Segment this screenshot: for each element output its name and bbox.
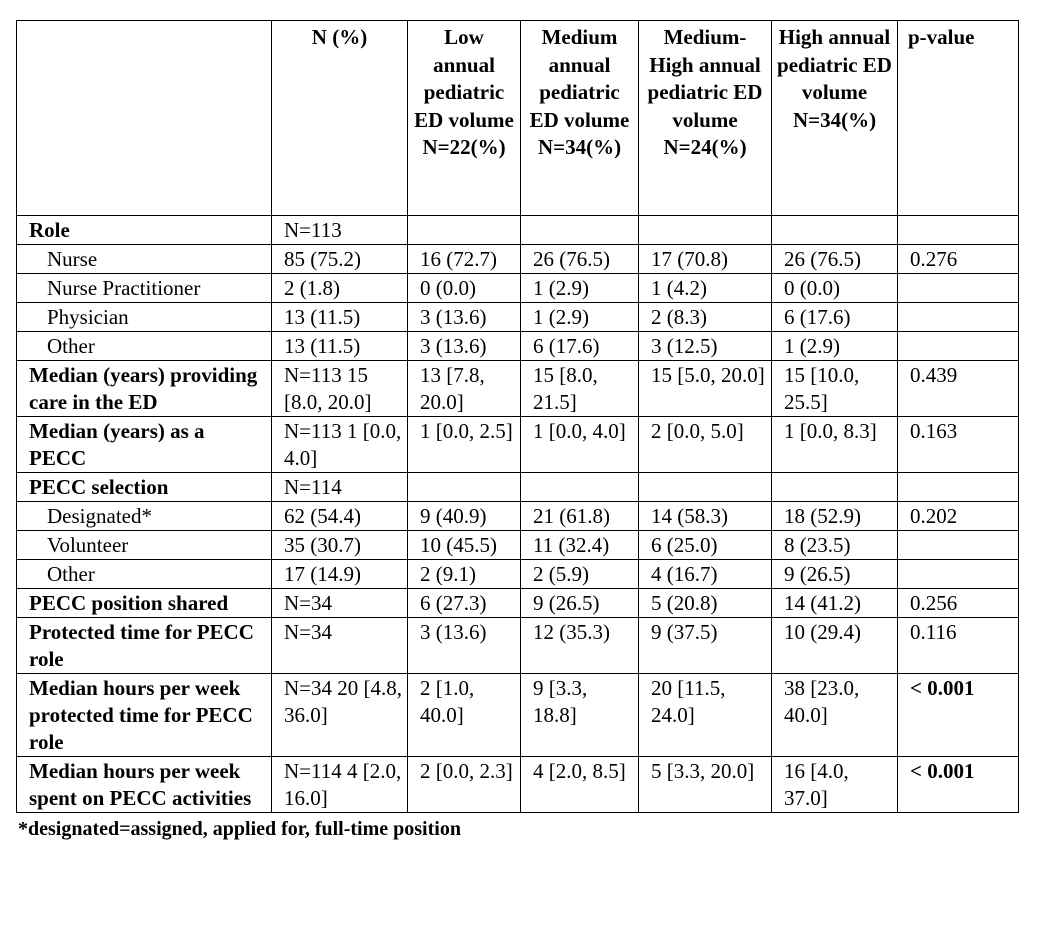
header-cell: High annual pediatric ED volume N=34(%) bbox=[772, 21, 898, 216]
table-cell: 2 [0.0, 2.3] bbox=[408, 757, 521, 813]
table-cell bbox=[408, 473, 521, 502]
table-cell bbox=[521, 473, 639, 502]
table-cell bbox=[521, 216, 639, 245]
table-cell: 17 (14.9) bbox=[272, 560, 408, 589]
table-cell: 9 (26.5) bbox=[521, 589, 639, 618]
row-label: Role bbox=[17, 216, 272, 245]
table-cell: N=114 4 [2.0, 16.0] bbox=[272, 757, 408, 813]
table-cell: 9 (37.5) bbox=[639, 618, 772, 674]
table-row bbox=[17, 502, 1019, 531]
table-cell: N=113 bbox=[272, 216, 408, 245]
table-cell: 9 (40.9) bbox=[408, 502, 521, 531]
table-cell: 2 (1.8) bbox=[272, 274, 408, 303]
p-value-cell: 0.163 bbox=[898, 417, 1019, 473]
table-body bbox=[17, 216, 1019, 813]
table-cell: 9 [3.3, 18.8] bbox=[521, 674, 639, 757]
p-value-cell bbox=[898, 216, 1019, 245]
table-cell: 6 (27.3) bbox=[408, 589, 521, 618]
table-cell: 15 [8.0, 21.5] bbox=[521, 361, 639, 417]
table-cell: 38 [23.0, 40.0] bbox=[772, 674, 898, 757]
p-value-cell: 0.439 bbox=[898, 361, 1019, 417]
table-cell: 21 (61.8) bbox=[521, 502, 639, 531]
table-cell: 1 [0.0, 4.0] bbox=[521, 417, 639, 473]
table-cell: 0 (0.0) bbox=[772, 274, 898, 303]
p-value-cell bbox=[898, 332, 1019, 361]
header-cell: Medium annual pediatric ED volume N=34(%) bbox=[521, 21, 639, 216]
table-cell: 13 (11.5) bbox=[272, 332, 408, 361]
table-cell bbox=[639, 473, 772, 502]
table-cell: 3 (13.6) bbox=[408, 618, 521, 674]
table-cell: 20 [11.5, 24.0] bbox=[639, 674, 772, 757]
table-row bbox=[17, 216, 1019, 245]
table-cell: 5 (20.8) bbox=[639, 589, 772, 618]
table-row bbox=[17, 757, 1019, 813]
table-cell: N=34 20 [4.8, 36.0] bbox=[272, 674, 408, 757]
table-cell: 2 [0.0, 5.0] bbox=[639, 417, 772, 473]
p-value-cell: 0.256 bbox=[898, 589, 1019, 618]
p-value-cell: 0.276 bbox=[898, 245, 1019, 274]
table-cell: 26 (76.5) bbox=[521, 245, 639, 274]
table-cell: N=113 1 [0.0, 4.0] bbox=[272, 417, 408, 473]
table-cell: 10 (45.5) bbox=[408, 531, 521, 560]
p-value-cell bbox=[898, 560, 1019, 589]
header-cell: N (%) bbox=[272, 21, 408, 216]
row-label: Volunteer bbox=[17, 531, 272, 560]
header-cell: p-value bbox=[898, 21, 1019, 216]
table-cell: 0 (0.0) bbox=[408, 274, 521, 303]
table-row bbox=[17, 303, 1019, 332]
table-cell: 9 (26.5) bbox=[772, 560, 898, 589]
table-cell bbox=[772, 473, 898, 502]
row-label: PECC selection bbox=[17, 473, 272, 502]
table-row bbox=[17, 531, 1019, 560]
table-cell bbox=[408, 216, 521, 245]
p-value-cell bbox=[898, 303, 1019, 332]
results-table bbox=[16, 20, 1019, 813]
table-cell bbox=[772, 216, 898, 245]
p-value-cell: < 0.001 bbox=[898, 757, 1019, 813]
table-cell: 18 (52.9) bbox=[772, 502, 898, 531]
table-cell: N=113 15 [8.0, 20.0] bbox=[272, 361, 408, 417]
table-cell: 5 [3.3, 20.0] bbox=[639, 757, 772, 813]
table-cell: 8 (23.5) bbox=[772, 531, 898, 560]
row-label: Other bbox=[17, 560, 272, 589]
table-row bbox=[17, 274, 1019, 303]
table-row bbox=[17, 560, 1019, 589]
table-cell: 1 (2.9) bbox=[772, 332, 898, 361]
p-value-cell: < 0.001 bbox=[898, 674, 1019, 757]
table-cell: 3 (13.6) bbox=[408, 332, 521, 361]
table-cell: 6 (17.6) bbox=[521, 332, 639, 361]
table-row bbox=[17, 361, 1019, 417]
p-value-cell: 0.202 bbox=[898, 502, 1019, 531]
table-cell: 15 [10.0, 25.5] bbox=[772, 361, 898, 417]
row-label: Designated* bbox=[17, 502, 272, 531]
row-label: Median hours per week protected time for PECC role bbox=[17, 674, 272, 757]
row-label: Median hours per week spent on PECC activities bbox=[17, 757, 272, 813]
footnote: *designated=assigned, applied for, full-time position bbox=[18, 818, 461, 840]
table-cell: N=114 bbox=[272, 473, 408, 502]
header-cell: Medium-High annual pediatric ED volume N=24(%) bbox=[639, 21, 772, 216]
table-cell: 4 (16.7) bbox=[639, 560, 772, 589]
table-row bbox=[17, 618, 1019, 674]
table-cell: 1 [0.0, 8.3] bbox=[772, 417, 898, 473]
table-cell: N=34 bbox=[272, 618, 408, 674]
row-label: Other bbox=[17, 332, 272, 361]
table-cell: 14 (41.2) bbox=[772, 589, 898, 618]
table-cell: 3 (12.5) bbox=[639, 332, 772, 361]
p-value-cell bbox=[898, 274, 1019, 303]
row-label: Protected time for PECC role bbox=[17, 618, 272, 674]
row-label: Nurse Practitioner bbox=[17, 274, 272, 303]
p-value-cell bbox=[898, 473, 1019, 502]
table-cell: 1 (2.9) bbox=[521, 303, 639, 332]
table-cell: 16 (72.7) bbox=[408, 245, 521, 274]
table-cell: N=34 bbox=[272, 589, 408, 618]
table-cell: 85 (75.2) bbox=[272, 245, 408, 274]
table-cell: 16 [4.0, 37.0] bbox=[772, 757, 898, 813]
header-cell bbox=[17, 21, 272, 216]
table-cell: 35 (30.7) bbox=[272, 531, 408, 560]
table-cell: 2 (5.9) bbox=[521, 560, 639, 589]
table-cell: 4 [2.0, 8.5] bbox=[521, 757, 639, 813]
table-cell: 12 (35.3) bbox=[521, 618, 639, 674]
table-cell: 17 (70.8) bbox=[639, 245, 772, 274]
table-cell: 62 (54.4) bbox=[272, 502, 408, 531]
table-cell: 14 (58.3) bbox=[639, 502, 772, 531]
table-row bbox=[17, 589, 1019, 618]
header-cell: Low annual pediatric ED volume N=22(%) bbox=[408, 21, 521, 216]
table-cell: 26 (76.5) bbox=[772, 245, 898, 274]
row-label: PECC position shared bbox=[17, 589, 272, 618]
table-row bbox=[17, 674, 1019, 757]
table-cell: 13 [7.8, 20.0] bbox=[408, 361, 521, 417]
p-value-cell: 0.116 bbox=[898, 618, 1019, 674]
table-container bbox=[16, 20, 1018, 841]
table-cell: 1 [0.0, 2.5] bbox=[408, 417, 521, 473]
p-value-cell bbox=[898, 531, 1019, 560]
table-cell: 3 (13.6) bbox=[408, 303, 521, 332]
table-row bbox=[17, 332, 1019, 361]
table-cell: 2 [1.0, 40.0] bbox=[408, 674, 521, 757]
table-cell: 6 (25.0) bbox=[639, 531, 772, 560]
table-cell: 13 (11.5) bbox=[272, 303, 408, 332]
table-cell: 2 (9.1) bbox=[408, 560, 521, 589]
table-cell: 6 (17.6) bbox=[772, 303, 898, 332]
row-label: Median (years) as a PECC bbox=[17, 417, 272, 473]
table-cell: 2 (8.3) bbox=[639, 303, 772, 332]
table-cell: 11 (32.4) bbox=[521, 531, 639, 560]
row-label: Nurse bbox=[17, 245, 272, 274]
table-cell: 15 [5.0, 20.0] bbox=[639, 361, 772, 417]
row-label: Median (years) providing care in the ED bbox=[17, 361, 272, 417]
table-row bbox=[17, 473, 1019, 502]
table-cell: 10 (29.4) bbox=[772, 618, 898, 674]
table-row bbox=[17, 245, 1019, 274]
table-row bbox=[17, 417, 1019, 473]
header-row bbox=[17, 21, 1019, 216]
row-label: Physician bbox=[17, 303, 272, 332]
table-cell: 1 (4.2) bbox=[639, 274, 772, 303]
table-cell: 1 (2.9) bbox=[521, 274, 639, 303]
table-cell bbox=[639, 216, 772, 245]
